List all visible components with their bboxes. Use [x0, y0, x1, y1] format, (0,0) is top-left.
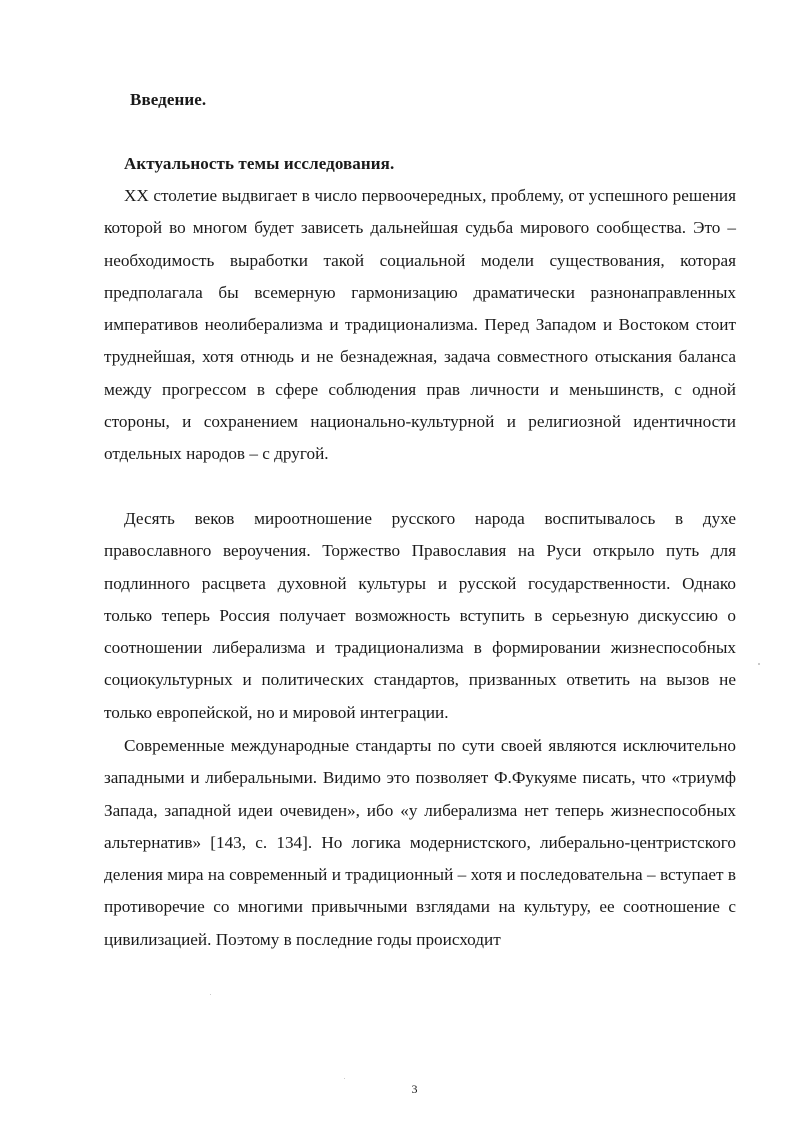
scan-speck — [758, 663, 760, 665]
paragraph: XX столетие выдвигает в число первоочередных, проблему, от успешного решения которой во многом будет зависеть дальнейшая судьба мирового сообщества. Это – необходимость выработки такой социальной модели существования, которая предполагала бы всемерную гармонизацию драматически разнонаправленных императивов неолиберализма и традиционализма. Перед Западом и Востоком стоит труднейшая, хотя отнюдь и не безнадежная, задача совместного отыскания баланса между прогрессом в сфере соблюдения прав личности и меньшинств, с одной стороны, и сохранением национально-культурной и религиозной идентичности отдельных народов – с другой. — [104, 186, 736, 464]
scan-speck — [344, 1078, 345, 1079]
subsection-heading-relevance: Актуальность темы исследования. — [124, 154, 395, 173]
scan-speck — [210, 994, 211, 995]
section-heading-introduction: Введение. — [130, 90, 207, 109]
paragraph: Десять веков мироотношение русского народа воспитывалось в духе православного вероучения. Торжество Православия на Руси открыло путь для подлинного расцвета духовной культуры и русской государственности. Однако только теперь Россия получает возможность вступить в серьезную дискуссию о соотношении либерализма и традиционализма в формировании жизнеспособных социокультурных и политических стандартов, призванных ответить на вызов не только европейской, но и мировой интеграции. — [104, 509, 736, 722]
paragraph: Современные международные стандарты по сути своей являются исключительно западными и либеральными. Видимо это позволяет Ф.Фукуяме писать, что «триумф Запада, западной идеи очевиден», ибо «у либерализма нет теперь жизнеспособных альтернатив» [143, с. 134]. Но логика модернистского, либерально-центристского деления мира на современный и традиционный – хотя и последовательна – вступает в противоречие со многими привычными взглядами на культуру, ее соотношение с цивилизацией. Поэтому в последние годы происходит — [104, 736, 736, 949]
page-number: 3 — [411, 1082, 418, 1096]
